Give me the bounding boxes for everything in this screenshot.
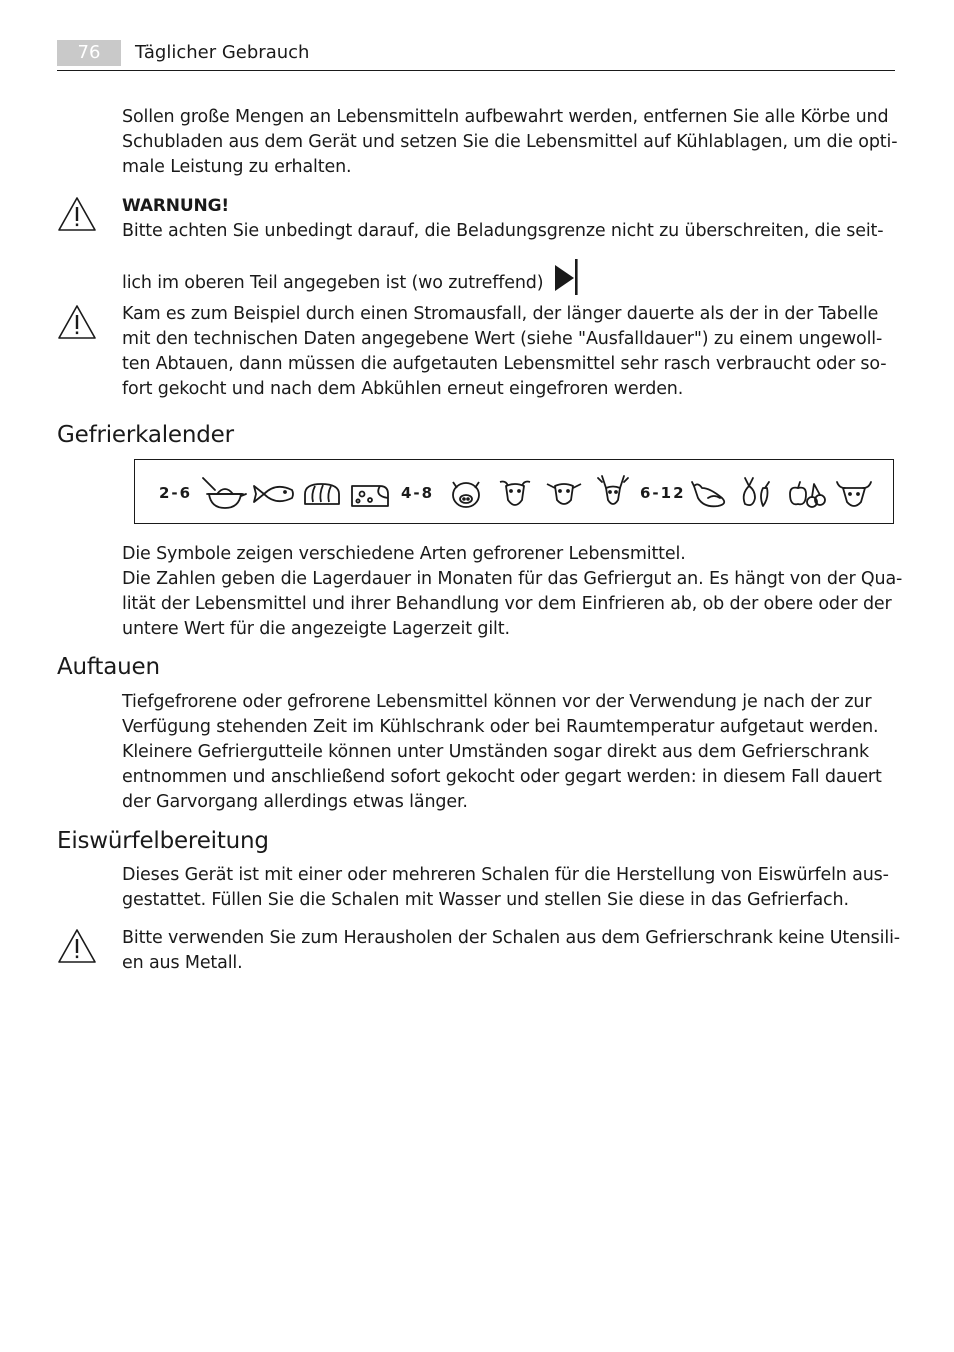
freezing-calendar	[134, 459, 894, 524]
page-header	[57, 40, 895, 71]
chapter-title: Täglicher Gebrauch	[135, 42, 310, 63]
text-line: lität der Lebensmittel und ihrer Behandlung vor dem Einfrieren ab, ob der obere oder der	[122, 594, 892, 614]
text-line: Bitte achten Sie unbedingt darauf, die Beladungsgrenze nicht zu überschreiten, die seit-	[122, 221, 884, 241]
text-line: male Leistung zu erhalten.	[122, 157, 352, 177]
storage-months-label: 4-8	[401, 484, 435, 502]
fruit-icon	[784, 472, 830, 512]
text-line: der Garvorgang allerdings etwas länger.	[122, 792, 468, 812]
text-line: Kleinere Gefriergutteile können unter Umständen sogar direkt aus dem Gefrierschrank	[122, 742, 870, 762]
fish-icon	[250, 472, 296, 512]
text-line: gestattet. Füllen Sie die Schalen mit Wasser und stellen Sie diese in das Gefrierfach.	[122, 890, 849, 910]
auftauen-paragraph	[122, 690, 896, 815]
section-heading-gefrierkalender: Gefrierkalender	[57, 422, 234, 448]
text-line: Bitte verwenden Sie zum Herausholen der Schalen aus dem Gefrierschrank keine Utensili-	[122, 928, 900, 948]
text-line: en aus Metall.	[122, 953, 243, 973]
text-line: Schubladen aus dem Gerät und setzen Sie die Lebensmittel auf Kühlablagen, um die opti-	[122, 132, 898, 152]
text-line: Die Zahlen geben die Lagerdauer in Monaten für das Gefriergut an. Es hängt von der Qua-	[122, 569, 903, 589]
eiswuerfel-paragraph	[122, 863, 896, 913]
text-line: ten Abtauen, dann müssen die aufgetauten Lebensmittel sehr rasch verbraucht oder so-	[122, 354, 887, 374]
storage-months-label: 2-6	[159, 484, 193, 502]
text-line: Sollen große Mengen an Lebensmitteln aufbewahrt werden, entfernen Sie alle Körbe und	[122, 107, 889, 127]
soup-pot-icon	[201, 472, 247, 512]
page-number: 76	[57, 40, 121, 66]
text-line: entnommen und anschließend sofort gekocht oder gegart werden: in diesem Fall dauert	[122, 767, 882, 787]
warning-title: WARNUNG!	[122, 196, 230, 216]
warning-triangle-icon	[57, 304, 97, 340]
sheep-icon	[492, 472, 538, 512]
intro-paragraph	[122, 105, 896, 180]
text-line	[122, 258, 896, 296]
section-heading-auftauen: Auftauen	[57, 654, 160, 680]
warning-paragraph	[122, 194, 896, 296]
storage-months-label: 6-12	[640, 484, 686, 502]
text-line: Dieses Gerät ist mit einer oder mehreren Schalen für die Herstellung von Eiswürfeln aus-	[122, 865, 889, 885]
text-line: mit den technischen Daten angegebene Wert (siehe "Ausfalldauer") zu einem ungewoll-	[122, 329, 883, 349]
warning-triangle-icon	[57, 196, 97, 232]
text-line: Tiefgefrorene oder gefrorene Lebensmittel können vor der Verwendung je nach der zur	[122, 692, 872, 712]
text-line: Die Symbole zeigen verschiedene Arten gefrorener Lebensmittel.	[122, 544, 686, 564]
metal-warning-paragraph	[122, 926, 900, 976]
pig-icon	[443, 472, 489, 512]
warning-line-text: lich im oberen Teil angegeben ist (wo zutreffend)	[122, 273, 544, 293]
vegetables-icon	[735, 472, 781, 512]
text-line: fort gekocht und nach dem Abkühlen erneut eingefroren werden.	[122, 379, 684, 399]
calendar-description	[122, 542, 903, 642]
bread-icon	[299, 472, 345, 512]
text-line: untere Wert für die angezeigte Lagerzeit gilt.	[122, 619, 510, 639]
text-line: Verfügung stehenden Zeit im Kühlschrank oder bei Raumtemperatur aufgetaut werden.	[122, 717, 879, 737]
poultry-icon	[688, 472, 734, 512]
cheese-icon	[348, 472, 394, 512]
load-limit-icon	[553, 258, 581, 296]
section-heading-eiswuerfel: Eiswürfelbereitung	[57, 828, 269, 854]
beef-icon	[831, 472, 877, 512]
deer-icon	[590, 472, 636, 512]
warning-triangle-icon	[57, 928, 97, 964]
calf-icon	[541, 472, 587, 512]
power-failure-paragraph	[122, 302, 896, 402]
text-line: Kam es zum Beispiel durch einen Stromausfall, der länger dauerte als der in der Tabelle	[122, 304, 879, 324]
